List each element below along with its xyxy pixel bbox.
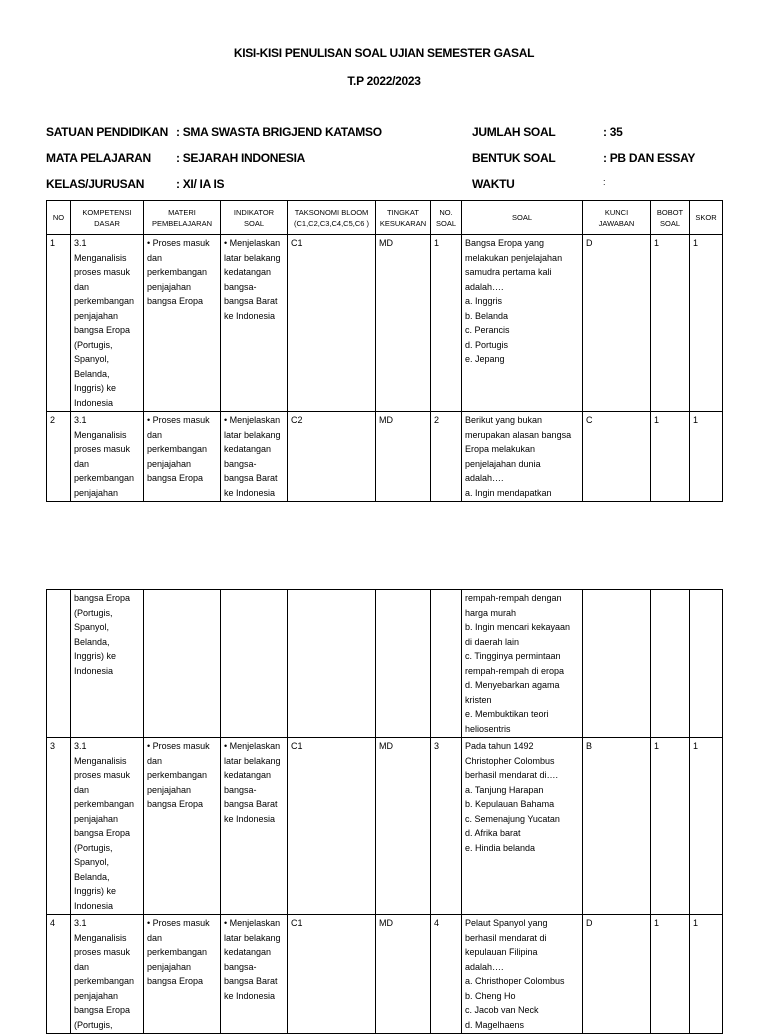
col-header-materi: MATERI PEMBELAJARAN: [144, 201, 221, 235]
cell-no-soal: 2: [431, 412, 462, 502]
cell-kunci: D: [583, 915, 651, 1034]
cell-skor: 1: [690, 738, 723, 915]
cell-taksonomi: C2: [288, 412, 376, 502]
cell-kompetensi: 3.1 Menganalisis proses masuk dan perkembangan penjajahan bangsa Eropa (Portugis,: [71, 915, 144, 1034]
cell-tingkat: [376, 590, 431, 738]
cell-indikator: • Menjelaskan latar belakang kedatangan bangsa- bangsa Barat ke Indonesia: [221, 738, 288, 915]
cell-kunci: [583, 590, 651, 738]
cell-soal: Bangsa Eropa yang melakukan penjelajahan samudra pertama kali adalah…. a. Inggris b. Belanda c. Perancis d. Portugis e. Jepang: [462, 235, 583, 412]
cell-tingkat: MD: [376, 235, 431, 412]
jumlah-soal-label: JUMLAH SOAL: [472, 125, 556, 139]
table-row: [47, 738, 723, 915]
cell-materi: • Proses masuk dan perkembangan penjajahan bangsa Eropa: [144, 915, 221, 1034]
bentuk-soal-label: BENTUK SOAL: [472, 151, 556, 165]
cell-kompetensi: 3.1 Menganalisis proses masuk dan perkembangan penjajahan: [71, 412, 144, 502]
cell-soal: Pada tahun 1492 Christopher Colombus berhasil mendarat di…. a. Tanjung Harapan b. Kepulauan Bahama c. Semenajung Yucatan d. Afrika barat e. Hindia belanda: [462, 738, 583, 915]
satuan-pendidikan-label: SATUAN PENDIDIKAN: [46, 125, 169, 139]
cell-no-soal: [431, 590, 462, 738]
school-year: T.P 2022/2023: [347, 74, 421, 88]
cell-tingkat: MD: [376, 738, 431, 915]
waktu-value: :: [603, 177, 606, 187]
cell-kompetensi: 3.1 Menganalisis proses masuk dan perkembangan penjajahan bangsa Eropa (Portugis, Spanyol, Belanda, Inggris) ke Indonesia: [71, 235, 144, 412]
cell-kunci: D: [583, 235, 651, 412]
table-row: [47, 590, 723, 738]
cell-no-soal: 4: [431, 915, 462, 1034]
cell-materi: • Proses masuk dan perkembangan penjajahan bangsa Eropa: [144, 235, 221, 412]
cell-kompetensi: bangsa Eropa (Portugis, Spanyol, Belanda, Inggris) ke Indonesia: [71, 590, 144, 738]
cell-no-soal: 1: [431, 235, 462, 412]
cell-kunci: B: [583, 738, 651, 915]
cell-no: 2: [47, 412, 71, 502]
satuan-pendidikan-value: : SMA SWASTA BRIGJEND KATAMSO: [176, 125, 382, 139]
cell-taksonomi: C1: [288, 235, 376, 412]
cell-no: 3: [47, 738, 71, 915]
col-header-indikator: INDIKATOR SOAL: [221, 201, 288, 235]
mata-pelajaran-value: : SEJARAH INDONESIA: [176, 151, 305, 165]
table-row: [47, 412, 723, 502]
col-header-taksonomi: TAKSONOMI BLOOM (C1,C2,C3,C4,C5,C6 ): [288, 201, 376, 235]
cell-skor: 1: [690, 235, 723, 412]
cell-kompetensi: 3.1 Menganalisis proses masuk dan perkembangan penjajahan bangsa Eropa (Portugis, Spanyol, Belanda, Inggris) ke Indonesia: [71, 738, 144, 915]
cell-bobot: 1: [651, 412, 690, 502]
cell-materi: • Proses masuk dan perkembangan penjajahan bangsa Eropa: [144, 412, 221, 502]
cell-taksonomi: C1: [288, 738, 376, 915]
kelas-jurusan-label: KELAS/JURUSAN: [46, 177, 145, 191]
col-header-bobot: BOBOT SOAL: [651, 201, 690, 235]
cell-indikator: • Menjelaskan latar belakang kedatangan bangsa- bangsa Barat ke Indonesia: [221, 915, 288, 1034]
col-header-no: NO: [47, 201, 71, 235]
cell-materi: • Proses masuk dan perkembangan penjajahan bangsa Eropa: [144, 738, 221, 915]
waktu-label: WAKTU: [472, 177, 515, 191]
col-header-kompetensi: KOMPETENSI DASAR: [71, 201, 144, 235]
cell-bobot: [651, 590, 690, 738]
cell-skor: 1: [690, 915, 723, 1034]
cell-kunci: C: [583, 412, 651, 502]
cell-bobot: 1: [651, 738, 690, 915]
cell-no: 1: [47, 235, 71, 412]
table-row: [47, 915, 723, 1034]
cell-skor: [690, 590, 723, 738]
cell-no: 4: [47, 915, 71, 1034]
bentuk-soal-value: : PB DAN ESSAY: [603, 151, 696, 165]
table-header-row: [47, 201, 723, 235]
kelas-jurusan-value: : XI/ IA IS: [176, 177, 225, 191]
cell-taksonomi: [288, 590, 376, 738]
cell-tingkat: MD: [376, 915, 431, 1034]
cell-soal: Pelaut Spanyol yang berhasil mendarat di kepulauan Filipina adalah…. a. Christhoper Colombus b. Cheng Ho c. Jacob van Neck d. Magelhaens: [462, 915, 583, 1034]
cell-indikator: [221, 590, 288, 738]
col-header-kunci: KUNCI JAWABAN: [583, 201, 651, 235]
col-header-no-soal: NO. SOAL: [431, 201, 462, 235]
document-title: KISI-KISI PENULISAN SOAL UJIAN SEMESTER GASAL: [233, 46, 535, 60]
cell-indikator: • Menjelaskan latar belakang kedatangan bangsa- bangsa Barat ke Indonesia: [221, 412, 288, 502]
cell-soal: Berikut yang bukan merupakan alasan bangsa Eropa melakukan penjelajahan dunia adalah…. a. Ingin mendapatkan: [462, 412, 583, 502]
cell-no-soal: 3: [431, 738, 462, 915]
kisi-kisi-table-page-1: [46, 200, 723, 502]
cell-soal: rempah-rempah dengan harga murah b. Ingin mencari kekayaan di daerah lain c. Tingginya permintaan rempah-rempah di eropa d. Menyebarkan agama kristen e. Membuktikan teori heliosentris: [462, 590, 583, 738]
col-header-soal: SOAL: [462, 201, 583, 235]
cell-taksonomi: C1: [288, 915, 376, 1034]
cell-bobot: 1: [651, 235, 690, 412]
table-row: [47, 235, 723, 412]
cell-no: [47, 590, 71, 738]
col-header-tingkat: TINGKAT KESUKARAN: [376, 201, 431, 235]
jumlah-soal-value: : 35: [603, 125, 623, 139]
mata-pelajaran-label: MATA PELAJARAN: [46, 151, 151, 165]
cell-materi: [144, 590, 221, 738]
cell-tingkat: MD: [376, 412, 431, 502]
cell-skor: 1: [690, 412, 723, 502]
cell-indikator: • Menjelaskan latar belakang kedatangan bangsa- bangsa Barat ke Indonesia: [221, 235, 288, 412]
cell-bobot: 1: [651, 915, 690, 1034]
col-header-skor: SKOR: [690, 201, 723, 235]
kisi-kisi-table-page-2: [46, 589, 723, 1034]
